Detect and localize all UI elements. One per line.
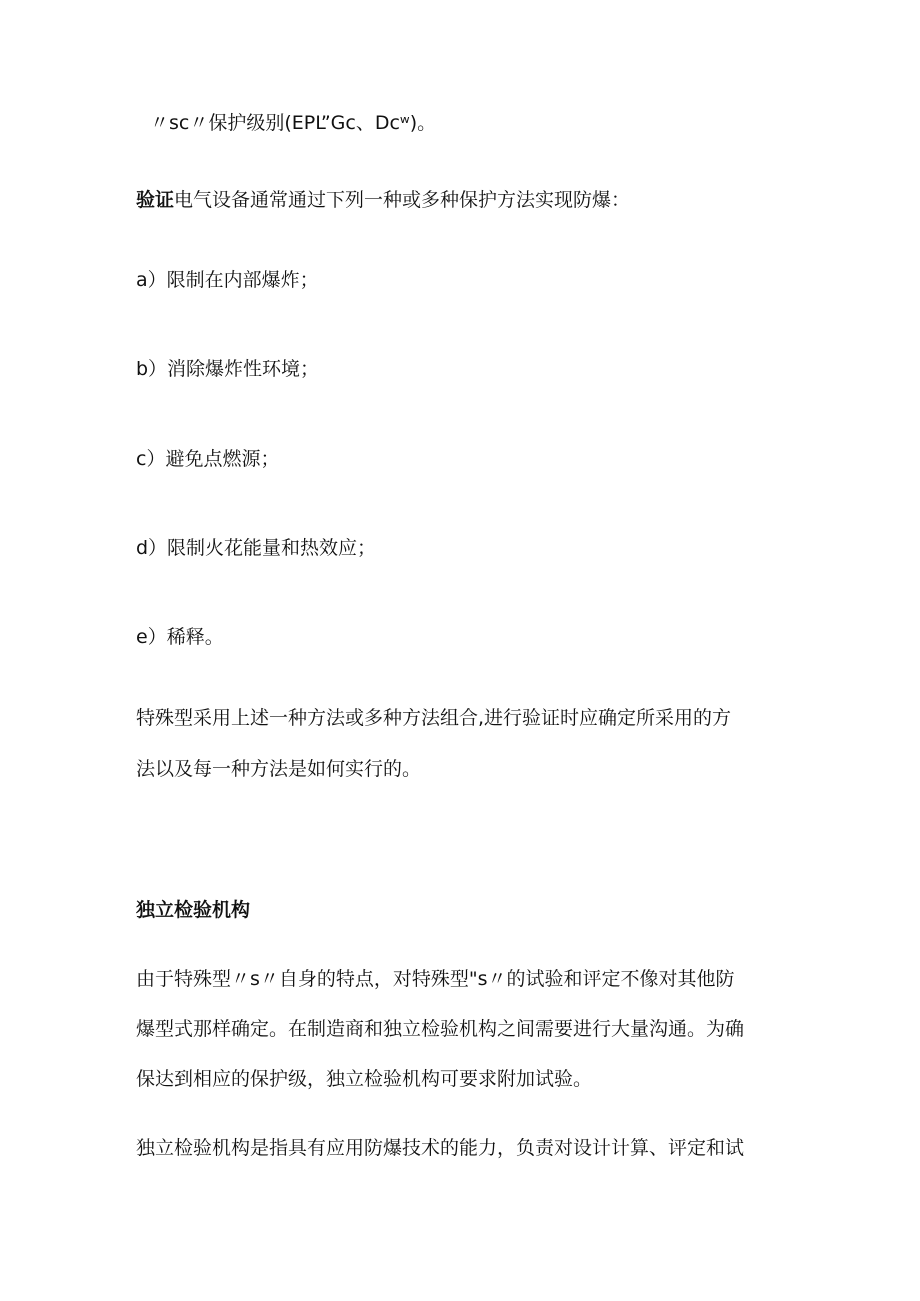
list-item-b: b）消除爆炸性环境； (136, 358, 320, 380)
intro-text: 电气设备通常通过下列一种或多种保护方法实现防爆： (174, 189, 631, 211)
special-paragraph-line-2: 法以及每一种方法是如何实行的。 (136, 758, 422, 780)
section-heading: 独立检验机构 (136, 899, 251, 921)
list-item-d: d）限制火花能量和热效应； (136, 537, 377, 559)
intro-bold-term: 验证 (136, 189, 175, 211)
epl-line: 〃sc〃保护级别(EPL”Gc、Dcʷ)。 (150, 112, 437, 134)
section-paragraph1-line-3: 保达到相应的保护级，独立检验机构可要求附加试验。 (136, 1068, 593, 1090)
list-item-e: e）稀释。 (136, 626, 224, 648)
section-paragraph2-line-1: 独立检验机构是指具有应用防爆技术的能力，负责对设计计算、评定和试 (136, 1137, 745, 1159)
intro-paragraph (136, 187, 630, 213)
special-paragraph-line-1: 特殊型采用上述一种方法或多种方法组合,进行验证时应确定所采用的方 (136, 707, 732, 729)
list-item-c: c）避免点燃源； (136, 448, 280, 470)
section-paragraph1-line-1: 由于特殊型〃s〃自身的特点，对特殊型"s〃的试验和评定不像对其他防 (136, 968, 735, 990)
section-paragraph1-line-2: 爆型式那样确定。在制造商和独立检验机构之间需要进行大量沟通。为确 (136, 1018, 745, 1040)
list-item-a: a）限制在内部爆炸； (136, 269, 319, 291)
